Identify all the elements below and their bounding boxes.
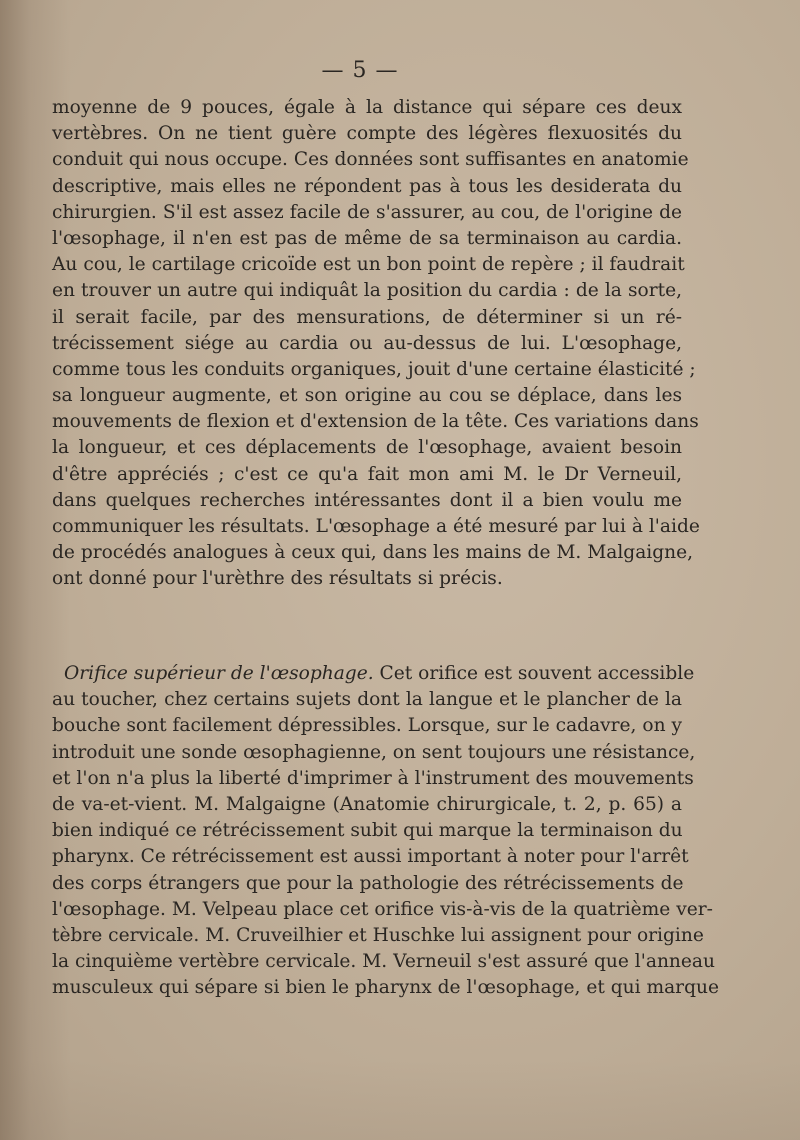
section-heading: Orifice supérieur de l'œsophage. (64, 663, 374, 684)
text-line: d'être appréciés ; c'est ce qu'a fait mon ami M. le Dr Verneuil, (52, 463, 682, 485)
text-line: de procédés analogues à ceux qui, dans les mains de M. Malgaigne, (52, 542, 694, 564)
text-line: musculeux qui sépare si bien le pharynx de l'œsophage, et qui marque (52, 977, 719, 999)
text-line: de va-et-vient. M. Malgaigne (Anatomie chirurgicale, t. 2, p. 65) a (52, 793, 682, 815)
text-line: conduit qui nous occupe. Ces données sont suffisantes en anatomie (52, 149, 689, 171)
page-shadow (0, 1060, 800, 1140)
text-line: il serait facile, par des mensurations, de déterminer si un ré- (52, 306, 682, 328)
text-line: communiquer les résultats. L'œsophage a été mesuré par lui à l'aide (52, 516, 700, 537)
text-line: ont donné pour l'urèthre des résultats si précis. (52, 568, 503, 590)
text-line: introduit une sonde œsophagienne, on sent toujours une résistance, (52, 741, 696, 763)
text-line: sa longueur augmente, et son origine au cou se déplace, dans les (52, 385, 682, 407)
text-line: l'œsophage. M. Velpeau place cet orifice vis-à-vis de la quatrième ver- (52, 898, 713, 920)
text-line: la cinquième vertèbre cervicale. M. Verneuil s'est assuré que l'anneau (52, 951, 715, 973)
text-line: des corps étrangers que pour la pathologie des rétrécissements de (52, 872, 684, 894)
text-line: bouche sont facilement dépressibles. Lorsque, sur le cadavre, on y (52, 715, 682, 737)
text-line: mouvements de flexion et d'extension de la tête. Ces variations dans (52, 411, 699, 433)
text-fragment: Cet orifice est souvent accessible (379, 663, 695, 684)
text-line: moyenne de 9 pouces, égale à la distance qui sépare ces deux (52, 97, 682, 118)
text-line: dans quelques recherches intéressantes dont il a bien voulu me (52, 489, 682, 511)
text-line: tèbre cervicale. M. Cruveilhier et Huschke lui assignent pour origine (52, 924, 704, 946)
text-line: trécissement siége au cardia ou au-dessus de lui. L'œsophage, (52, 332, 682, 354)
text-line: comme tous les conduits organiques, jouit d'une certaine élasticité ; (52, 358, 696, 380)
text-line: Au cou, le cartilage cricoïde est un bon point de repère ; il faudrait (52, 254, 685, 276)
text-line: en trouver un autre qui indiquât la position du cardia : de la sorte, (52, 280, 682, 302)
text-line: pharynx. Ce rétrécissement est aussi important à noter pour l'arrêt (52, 846, 689, 868)
text-line: l'œsophage, il n'en est pas de même de sa terminaison au cardia. (52, 227, 682, 249)
paragraph-2-first-line (52, 661, 695, 687)
paragraph-1 (52, 95, 700, 593)
text-line: chirurgien. S'il est assez facile de s'assurer, au cou, de l'origine de (52, 201, 682, 223)
text-line: descriptive, mais elles ne répondent pas à tous les desiderata du (52, 175, 682, 197)
text-line: et l'on n'a plus la liberté d'imprimer à l'instrument des mouvements (52, 767, 694, 789)
page-number: — 5 — (321, 58, 399, 83)
paragraph-2 (52, 661, 719, 1001)
text-line: au toucher, chez certains sujets dont la langue et le plancher de la (52, 689, 682, 711)
text-line: la longueur, et ces déplacements de l'œsophage, avaient besoin (52, 437, 682, 459)
text-line: bien indiqué ce rétrécissement subit qui marque la terminaison du (52, 820, 683, 842)
text-line: vertèbres. On ne tient guère compte des légères flexuosités du (52, 123, 682, 145)
